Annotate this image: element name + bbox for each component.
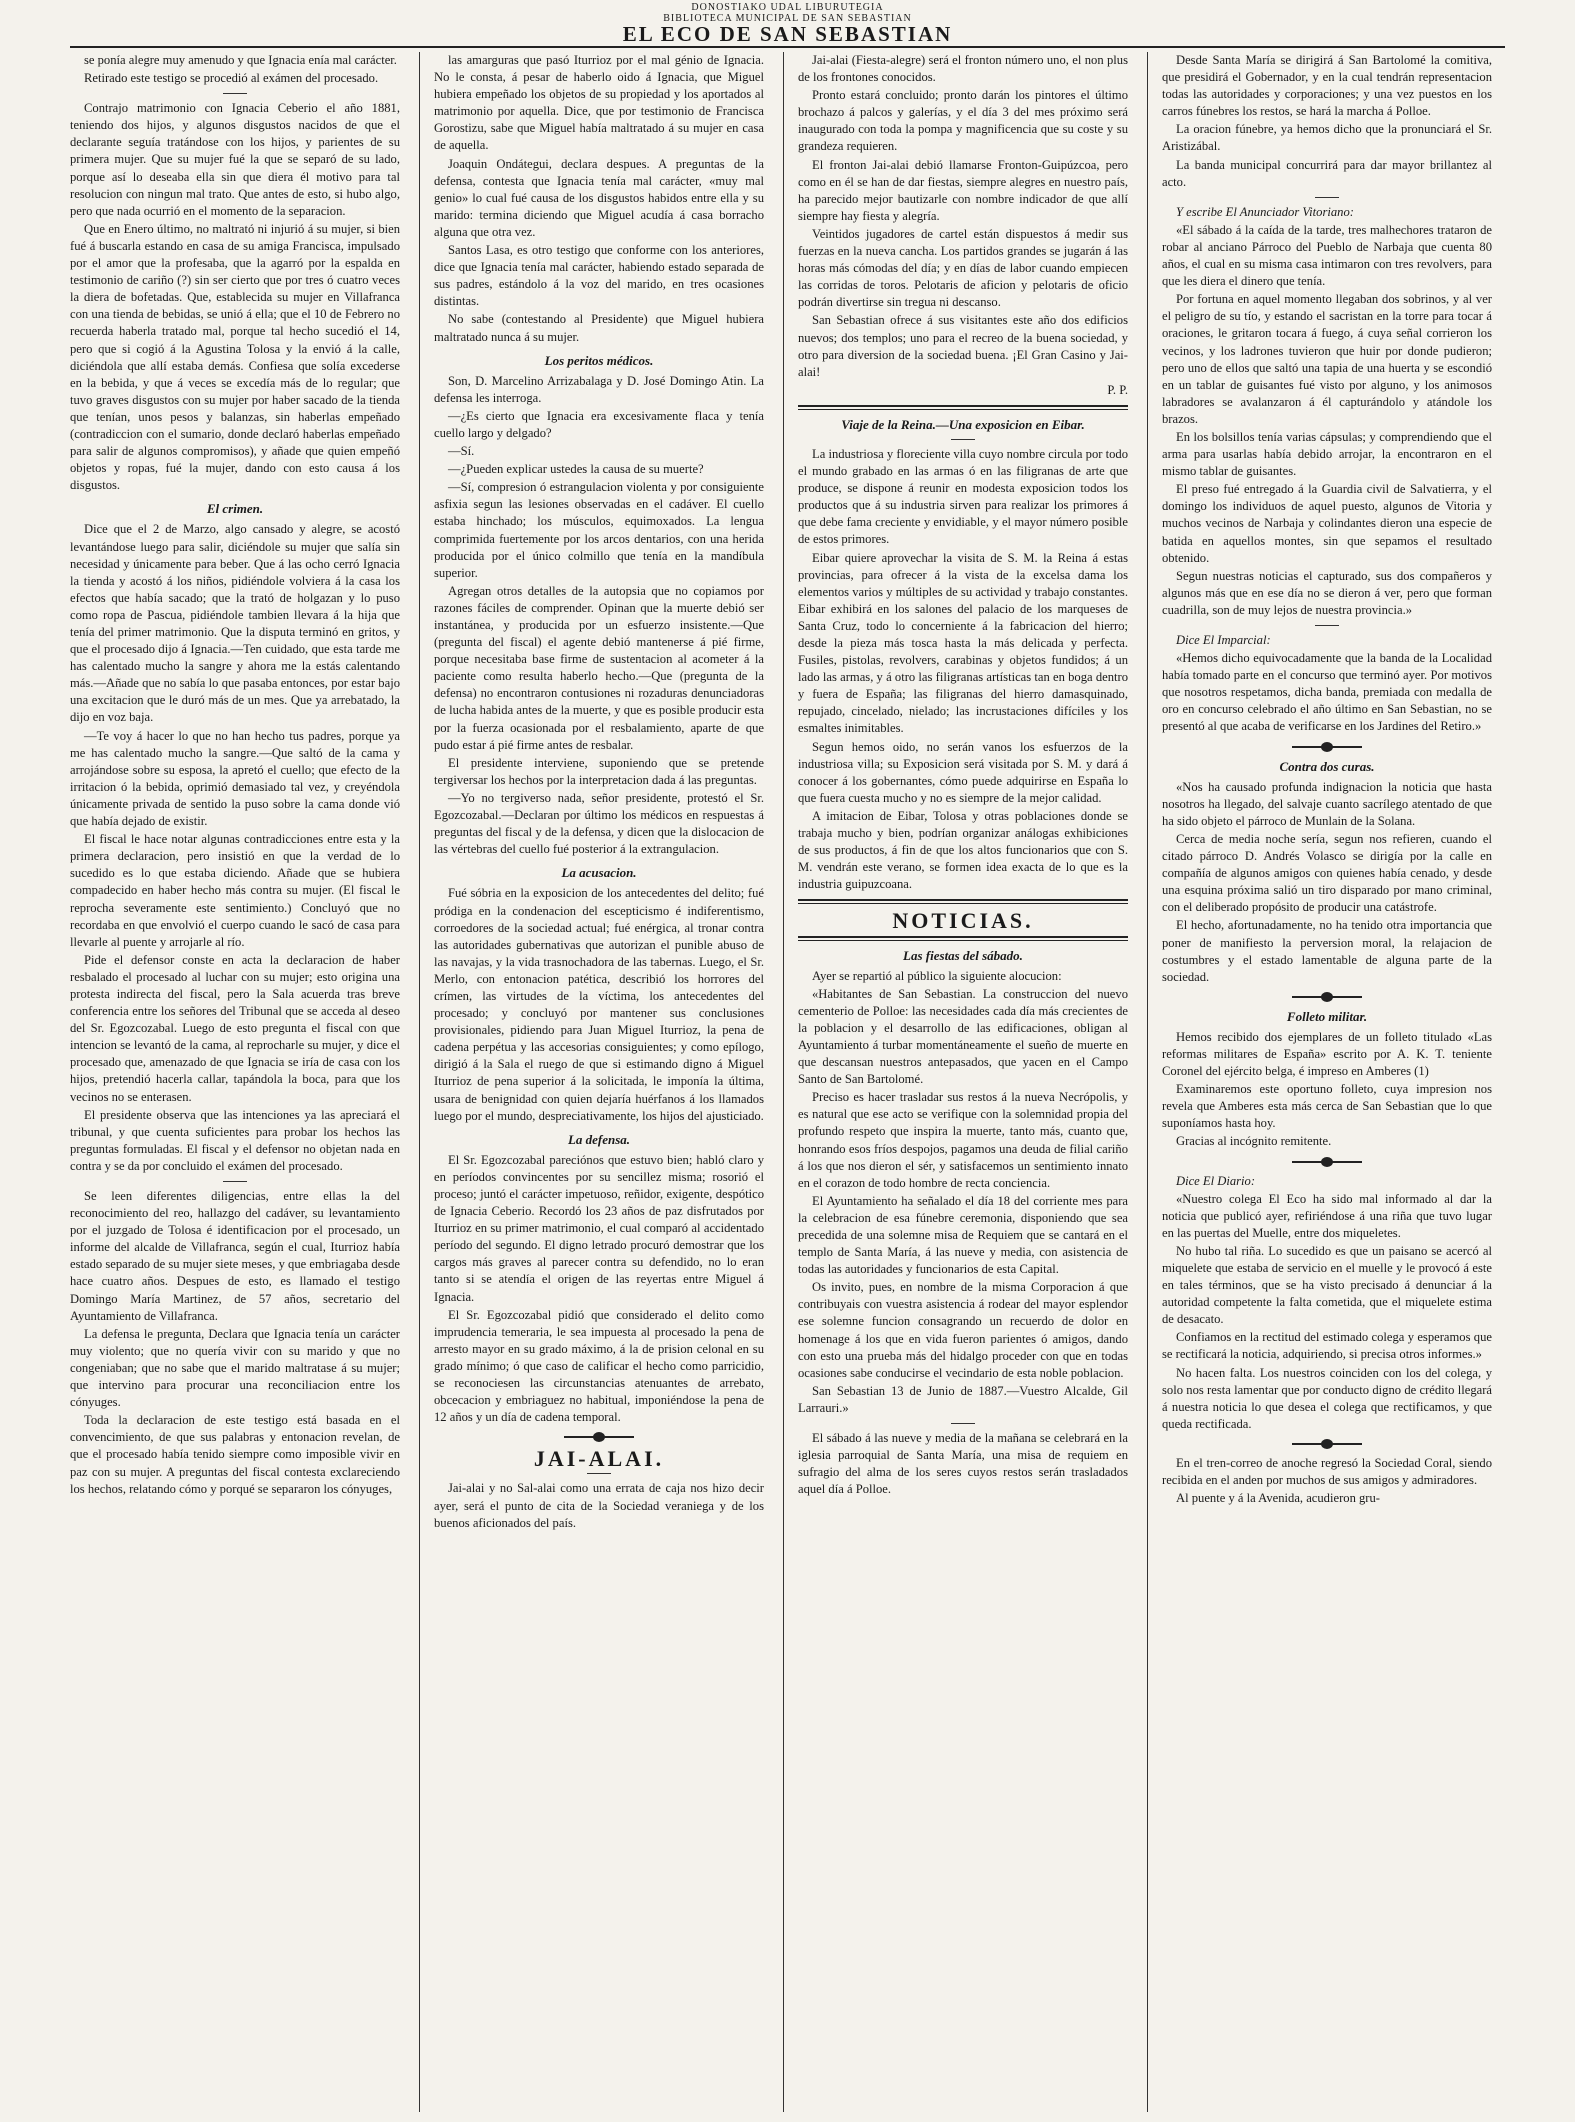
column-2 [434, 52, 764, 2112]
paragraph: El fronton Jai-alai debió llamarse Fronton-Guipúzcoa, pero como en él se han de dar fiestas, siempre alegres en nuestro país, ha parecido mejor bautizarle con nombre indicador de que allí siempre hay fiesta y alegría. [798, 157, 1128, 223]
paragraph: San Sebastian ofrece á sus visitantes este año dos edificios nuevos; dos templos; uno para el recreo de la buena sociedad, y otro para diversion de la sociedad buena. ¡El Gran Casino y Jai-alai! [798, 313, 1128, 379]
paragraph: El hecho, afortunadamente, no ha tenido otra importancia que poner de manifiesto la perversion moral, la relajacion de costumbres y el estado lamentable de alguna parte de la sociedad. [1162, 918, 1492, 984]
paragraph: Jai-alai (Fiesta-alegre) será el fronton número uno, el non plus de los frontones conocidos. [798, 53, 1128, 85]
header-rule [70, 46, 1505, 48]
paragraph: San Sebastian 13 de Junio de 1887.—Vuestro Alcalde, Gil Larrauri.» [798, 1383, 1128, 1415]
ornament-divider [1292, 992, 1362, 1002]
paragraph: Fué sóbria en la exposicion de los antecedentes del delito; fué pródiga en la condenacion del escepticismo é indiferentismo, corroedores de la sociedad actual; fué enérgica, al tronar contra las autoridades gubernativas que autorizan el punible abuso de las navajas, y la vida trasnochadora de las tabernas. Luego, el Sr. Merlo, con entonacion patética, describió los horrores del crímen, las virtudes de la víctima, los antecedentes del procesado; y concluyó por mantener sus conclusiones provisionales, pidiendo para Juan Miguel Iturrioz, la pena de cadena perpétua y las accesorias consiguientes; y como epílogo, dirigió á la Sala el ruego de que si estimando digno á Miguel Iturrioz de pena superior á la solicitada, le imponía la última, usara de benignidad con quien dejaría huérfanos á los llamados luego por el mundo, despreciativamente, los hijos del ajusticiado. [434, 886, 764, 1123]
paragraph: Dice El Diario: [1176, 1173, 1256, 1188]
paragraph: Gracias al incógnito remitente. [1176, 1134, 1332, 1149]
paragraph: Joaquin Ondátegui, declara despues. A preguntas de la defensa, contesta que Ignacia tenía mal carácter, «muy mal genio» lo cual fué causa de los disgustos habidos entre ella y su marido: termina diciendo que Miguel acudía á casa borracho alguna que otra vez. [434, 156, 764, 239]
paragraph: Ayer se repartió al público la siguiente alocucion: [812, 968, 1062, 983]
library-line-1: DONOSTIAKO UDAL LIBURUTEGIA [691, 2, 884, 13]
paragraph: Preciso es hacer trasladar sus restos á la nueva Necrópolis, y es natural que ese acto se verifique con la solemnidad propia del profundo respeto que inspira la muerte, tanto más, cuanto que, honrando esos fríos despojos, pagamos una deuda de filial cariño á los que nos dieron el sér, y satisfacemos un sentimiento innato en el corazon de todo hombre de recta conciencia. [798, 1090, 1128, 1190]
paragraph: Dice El Imparcial: [1176, 633, 1271, 647]
section-heading: Contra dos curas. [1279, 758, 1375, 774]
paragraph: Se leen diferentes diligencias, entre ellas la del reconocimiento del reo, hallazgo del cadáver, su levantamiento por el juzgado de Tolosa é identificacion por el procesado, un informe del alcalde de Villafranca, según el cual, Iturrioz había estado separado de su mujer siete meses, y que embriagaba desde hace cuatro años. Despues de esto, es llamado el testigo Domingo María Martinez, de 57 años, secretario del Ayuntamiento de Villafranca. [70, 1189, 400, 1323]
ornament-divider [1292, 1157, 1362, 1167]
paragraph: Segun hemos oido, no serán vanos los esfuerzos de la industriosa villa; su Exposicion será visitada por S. M. y dará á conocer á los gobernantes, cómo puede adquirirse en España lo que fuera cuesta mucho y no es siempre de la mejor calidad. [798, 739, 1128, 805]
separator-dash [223, 1181, 247, 1182]
double-rule [798, 936, 1128, 941]
paragraph: El Sr. Egozcozabal pidió que considerado el delito como imprudencia temeraria, le sea impuesta al procesado la pena de arresto mayor en su grado máximo, á la de prision celonal en su grado mínimo; ó que caso de calificar el hecho como parricidio, se reconociesen las circunstancias atenuantes de arrebato, obcecacion y embriaguez no habitual, imponiéndose la pena de 12 años y un día de cadena temporal. [434, 1307, 764, 1425]
section-heading: Folleto militar. [1286, 1008, 1368, 1024]
paragraph: Por fortuna en aquel momento llegaban dos sobrinos, y al ver el peligro de su tío, y estando el sacristan en la torre para tocar á oraciones, le gritaron tocara á fuego, á cuya señal corrieron los vecinos, y los ladrones tuvieron que huir por donde pudieron; pero uno de ellos que saltó una tapia de una huerta y se escondió en un tablar de guisantes fué visto por alguno, y los animosos labradores se avalanzaron á él capturándolo y atándole los brazos. [1162, 292, 1492, 426]
paragraph: se ponía alegre muy amenudo y que Ignacia enía mal carácter. [84, 53, 397, 67]
paragraph: No hacen falta. Los nuestros coinciden con los del colega, y solo nos resta lamentar que por conducto digno de crédito llegará á nuestra noticia lo que desea el colega que rectificamos, y que queda rectificada. [1162, 1365, 1492, 1431]
paragraph: La banda municipal concurrirá para dar mayor brillantez al acto. [1162, 157, 1492, 189]
paragraph: El Sr. Egozcozabal pareciónos que estuvo bien; habló claro y en períodos convincentes por su sencillez misma; rosorió el proceso; juntó el carácter impetuoso, reñidor, exigente, despótico de Ignacia Ceberio. Recordó los 23 años de paz disfrutados por Iturrioz en su primer matrimonio, el cual comparó al accidentado período del segundo. El digno letrado procuró demostrar que los cargos más graves al parecer contra su defendido, no lo eran tanto si se atendía el origen de las reyertas entre Miguel á Ignacia. [434, 1152, 764, 1304]
paragraph: Dice que el 2 de Marzo, algo cansado y alegre, se acostó levantándose luego para salir, diciéndole su mujer que salía sin necesidad y únicamente para beber. Que á las ocho cerró Ignacia la tienda y acostó á los niños, pidiéndole volviera á la casa los efectos que había sacado; que la trató de holgazan y lo puso como ropa de Pascua, pidiéndole tambien llevara á la hija que tenía del primer matrimonio. Que la disputa terminó en gritos, y que el procesado dijo á Ignacia.—Ten cuidado, que esta tarde me has calentado mucho la sangre y ahora me la estás calentando más.—Añade que no sabía lo que pasaba entonces, por estar bajo una excitacion que le duró más de un mes. Que ya arrebatado, la dijo en voz baja. [70, 522, 400, 725]
separator-dash [223, 93, 247, 94]
paragraph: —Te voy á hacer lo que no han hecho tus padres, porque ya me has calentado mucho la sangre.—Que saltó de la cama y arrojándose sobre su esposa, la apretó el cuello; que efecto de la irritacion ó la bebida, oprimió demasiado tal vez, y creyéndola únicamente privada de sentido la puso sobre la cama donde vió que había dejado de existir. [70, 728, 400, 829]
paragraph: Segun nuestras noticias el capturado, sus dos compañeros y algunos más que en ese día no se dieron á ver, pero que forman cuadrilla, son de muy lejos de nuestra provincia.» [1162, 568, 1492, 617]
section-title: NOTICIAS. [892, 908, 1034, 934]
paragraph: Contrajo matrimonio con Ignacia Ceberio el año 1881, teniendo dos hijos, y algunos disgustos nacidos de que el declarante seguía tratándose con los hijos, y parientes de su primera mujer. Que su mujer fué la que se separó de su lado, porque así lo deseaba ella sin que diera él motivo para tal resolucion con ningun mal trato. Que antes de esto, si hubo algo, pero que nada ocurrió en el momento de la separacion. [70, 101, 400, 218]
section-heading: Los peritos médicos. [544, 352, 654, 368]
section-heading: El crimen. [206, 501, 264, 517]
paragraph: Retirado este testigo se procedió al exámen del procesado. [84, 71, 379, 86]
masthead [0, 0, 1575, 46]
paragraph: Os invito, pues, en nombre de la misma Corporacion á que contribuyais con vuestra asistencia á rodear del mayor esplendor ese solemne funcion consagrando un recuerdo de dolor en homenage á los que en vida fueron parientes ó amigos, dando con esto una prueba más del hidalgo proceder con que en todas ocasiones sabe conducirse el vecindario de esta noble poblacion. [798, 1280, 1128, 1380]
column-divider [1147, 52, 1148, 2112]
paragraph: —Sí, compresion ó estrangulacion violenta y por consiguiente asfixia segun las lesiones observadas en el cadáver. El cuello estaba hinchado; los músculos, equimoxados. La lengua comprimida fuertemente por los arcos dentarios, con una herida producida por el único colmillo que tenía en la mandíbula superior. [434, 480, 764, 580]
separator-dash [1315, 197, 1339, 198]
paragraph: —¿Es cierto que Ignacia era excesivamente flaca y tenía cuello largo y delgado? [434, 408, 764, 440]
paragraph: Santos Lasa, es otro testigo que conforme con los anteriores, dice que Ignacia tenía mal carácter, habiendo estado separada de sus padres, estándolo á la voz del marido, en tres ocasiones distintas. [434, 243, 764, 309]
paragraph: Examinaremos este oportuno folleto, cuya impresion nos revela que Amberes esta más cerca de San Sebastian que lo que suponíamos hasta hoy. [1162, 1082, 1492, 1131]
paragraph: La industriosa y floreciente villa cuyo nombre circula por todo el mundo grabado en las armas ó en las filigranas de arte que produce, se dispone á reunir en modesta exposicion todos los productos que á su industria sirven para realizar los primores á que debe fama creciente y envidiable, y el mayor número posible de estos primores. [798, 446, 1128, 547]
section-title: JAI-ALAI. [533, 1446, 665, 1472]
paragraph: «El sábado á la caída de la tarde, tres malhechores trataron de robar al anciano Párroco del Pueblo de Narbaja que cuenta 80 años, el cual en su misma casa intimaron con tres revolvers, para que les diera el dinero que tenía. [1162, 222, 1492, 289]
section-heading: Viaje de la Reina.—Una exposicion en Eibar. [841, 416, 1085, 432]
paragraph: —¿Pueden explicar ustedes la causa de su muerte? [448, 462, 704, 477]
paragraph: Agregan otros detalles de la autopsia que no copiamos por razones fáciles de comprender. Opinan que la muerte debió ser instantánea, y producida por un esfuerzo insistente.—Que (pregunta del fiscal) el agente debió mantenerse á pié firme, porque necesitaba base firme de sustentacion al acometer á la paciente como resulta haberlo hecho.—Que (pregunta de la defensa) no encontraron contusiones ni rozaduras denunciadoras de lucha habida antes de la muerte, y que es posible producir esta por la fuerza ocasionada por el resbalamiento, aparte de que pudo estar á pié firme antes de resbalar. [434, 583, 764, 752]
library-line-2: BIBLIOTECA MUNICIPAL DE SAN SEBASTIAN [663, 13, 912, 24]
separator-dash [587, 1473, 611, 1474]
paragraph: No hubo tal riña. Lo sucedido es que un paisano se acercó al miquelete que estaba de servicio en el muelle y le provocó á este en tales términos, que se ha visto precisado á denunciar á la autoridad competente la falta cometida, que el miquelete estima de desacato. [1162, 1243, 1492, 1327]
paragraph: «Habitantes de San Sebastian. La construccion del nuevo cementerio de Polloe: las necesidades cada día más crecientes de la poblacion y el desarrollo de las edificaciones, obligan al Ayuntamiento á turbar momentáneamente el sueño de muerte en que descansan nuestros antepasados, que yacen en el Campo Santo de San Bartolomé. [798, 986, 1128, 1087]
paragraph: Cerca de media noche sería, segun nos refieren, cuando el citado párroco D. Andrés Volasco se dirigía por la calle en compañía de algunos amigos con quienes había cenado, y desde una esquina próxima salió un tiro disparado por mano criminal, con el deliberado propósito de producir una catástrofe. [1162, 831, 1492, 915]
paragraph: Al puente y á la Avenida, acudieron gru- [1176, 1491, 1380, 1506]
column-4 [1162, 52, 1492, 2112]
paragraph: Toda la declaracion de este testigo está basada en el convencimiento, de que sus palabras y entonacion revelan, de que el procesado había tenido siempre como imposible vivir en paz con su mujer. A preguntas del fiscal contesta exclareciendo los hechos, relatando cómo y porqué se separaron los cónyuges, [70, 1413, 400, 1496]
paragraph: Y escribe El Anunciador Vitoriano: [1176, 204, 1354, 219]
section-heading: La acusacion. [561, 865, 637, 881]
column-1 [70, 52, 400, 2112]
paragraph: Veintidos jugadores de cartel están dispuestos á medir sus fuerzas en la nueva cancha. Los partidos grandes se jugarán á las horas más cómodas del día; y en días de labor cuando empiecen las corridas de toros. Pelotaris de aficion y pelotaris de oficio podrán divertirse sin tregua ni descanso. [798, 226, 1128, 310]
paragraph: No sabe (contestando al Presidente) que Miguel hubiera maltratado nunca á su mujer. [434, 312, 764, 344]
paragraph: La defensa le pregunta, Declara que Ignacia tenía un carácter muy violento; que no quería vivir con su marido y que no congeniaban; que no sabe que el marido maltratase á su mujer; que intervino para procurar una reconciliacion entre los cónyuges. [70, 1326, 400, 1410]
paragraph: La oracion fúnebre, ya hemos dicho que la pronunciará el Sr. Aristizábal. [1162, 122, 1492, 154]
paragraph: Pronto estará concluido; pronto darán los pintores el último brochazo á palcos y galerías, y el día 3 del mes próximo será inaugurado con toda la pompa y magnificencia que su coste y su grandeza requieren. [798, 88, 1128, 154]
paragraph: Pide el defensor conste en acta la declaracion de haber resbalado el procesado al luchar con su mujer; esto origina una protesta indirecta del fiscal, pero la Sala acuerda tras breve conferencia entre los señores del Tribunal que se acceda al deseo del Sr. Egozcozabal. Luego de esto pregunta el fiscal con que intencion se levantó de la cama, al reprocharle su mujer, y dice el procesado que, amenazado de que Ignacia se iría de casa con los hijos, pretendió hacerla callar, tapándola la boca, para que los vecinos no se enterasen. [70, 952, 400, 1104]
ornament-divider [1292, 1439, 1362, 1449]
paragraph: En el tren-correo de anoche regresó la Sociedad Coral, siendo recibida en el anden por muchos de sus amigos y admiradores. [1162, 1455, 1492, 1488]
paragraph: El sábado á las nueve y media de la mañana se celebrará en la iglesia parroquial de Santa María, una misa de requiem en sufragio del alma de los seres cuyos restos serán trasladados aquel día á Polloe. [798, 1431, 1128, 1497]
paragraph: El Ayuntamiento ha señalado el día 18 del corriente mes para la celebracion de esa fúnebre ceremonia, disponiendo que sea precedida de una solemne misa de Requiem que se cantará en el templo de Santa María, á las nueve y media, con asistencia de todas las autoridades y funcionarios de esta Capital. [798, 1193, 1128, 1277]
paragraph: Son, D. Marcelino Arrizabalaga y D. José Domingo Atin. La defensa les interroga. [434, 373, 764, 405]
ornament-divider [564, 1432, 634, 1442]
paragraph: —Sí. [448, 444, 475, 459]
section-heading: La defensa. [567, 1131, 631, 1147]
ornament-divider [1292, 742, 1362, 752]
separator-dash [1315, 625, 1339, 626]
paragraph: «Nuestro colega El Eco ha sido mal informado al dar la noticia que publicó ayer, refiriéndose á una riña que tuvo lugar en las puertas del Muelle, entre dos miqueletes. [1162, 1191, 1492, 1240]
paragraph: Jai-alai y no Sal-alai como una errata de caja nos hizo decir ayer, será el punto de cita de la Sociedad veraniega y de los buenos aficionados del país. [434, 1481, 764, 1530]
paragraph: las amarguras que pasó Iturrioz por el mal génio de Ignacia. No le consta, á pesar de haberlo oido á Ignacia, que Miguel hubiera empeñado los objetos de su propiedad y los aportados al matrimonio por aquella. Dice, que por testimonio de Francisca Gorostizu, sabe que Miguel había maltratado á su mujer en casa de aquella. [434, 53, 764, 153]
separator-dash [951, 439, 975, 440]
paragraph: «Nos ha causado profunda indignacion la noticia que hasta nosotros ha llegado, del salvaje cuanto sacrílego atentado de que ha sido objeto el párroco de Munlain de la Solana. [1162, 779, 1492, 828]
paragraph: Confiamos en la rectitud del estimado colega y esperamos que se rectificará la noticia, adquiriendo, si precisa otros informes.» [1162, 1330, 1492, 1362]
double-rule [798, 405, 1128, 410]
paragraph: En los bolsillos tenía varias cápsulas; y comprendiendo que el arma para usarlas había debido arrojar, la encontraron en el mismo tablar de guisantes. [1162, 429, 1492, 479]
column-3 [798, 52, 1128, 2112]
section-heading: Las fiestas del sábado. [903, 947, 1023, 963]
double-rule [798, 899, 1128, 904]
signature: P. P. [1107, 382, 1128, 397]
paragraph: Hemos recibido dos ejemplares de un folleto titulado «Las reformas militares de España» escrito por A. K. T. teniente Coronel del ejército belga, é impreso en Amberes (1) [1162, 1029, 1492, 1079]
paragraph: «Hemos dicho equivocadamente que la banda de la Localidad había tomado parte en el concurso que terminó ayer. Por motivos que nosotros respetamos, dicha banda, premiada con medalla de oro en concurso celebrado el año último en San Sebastian, no se presentó al que acaba de verificarse en los Jardines del Retiro.» [1162, 651, 1492, 734]
separator-dash [951, 1423, 975, 1424]
paragraph: El fiscal le hace notar algunas contradicciones entre esta y la primera declaracion, pero insistió en que la verdad de lo sucedido es lo que estaba diciendo. Añade que se hubiera compadecido en haber hecho más contra su mujer. (El fiscal le reprocha severamente este sentimiento.) Concluyó que no recordaba en que envolvió el cuerpo cuando le sacó de casa para llevarle al puente y arrojarle al río. [70, 832, 400, 949]
paragraph: A imitacion de Eibar, Tolosa y otras poblaciones donde se trabaja mucho y bien, podrían organizar análogas exhibiciones de sus productos, á fin de que los altos funcionarios que con S. M. vendrán este verano, se formen idea exacta de lo que es la industria guipuzcoana. [798, 808, 1128, 892]
column-divider [419, 52, 420, 2112]
paragraph: El presidente observa que las intenciones ya las apreciará el tribunal, y que cuenta suficientes para probar los hechos las preguntas formuladas. El fiscal y el defensor no objetan nada en contra y se da por concluido el exámen del procesado. [70, 1107, 400, 1173]
column-divider [783, 52, 784, 2112]
paragraph: Que en Enero último, no maltrató ni injurió á su mujer, si bien fué á buscarla estando en casa de su amiga Francisca, impulsado por el amor que la profesaba, que la agarró por la espalda en testimonio de cariño (?) sin ser cierto que por tres ó cuatro veces la diera de bofetadas. Que, establecida su mujer en Villafranca con una tienda de bebidas, se unió á ella; que el 10 de Febrero no recuerda haberla tratado mal, porque tal hecho sucedió el 14, pero que si cogió á la Agustina Tolosa y la envió á la calle, diciéndola que allí estaba demás. Confiesa que solía excederse en la bebida, y que á veces se excedía más de lo regular; que tuvo graves disgustos con su mujer por haber sacado de la tienda que tenían, unos pesos y balanzas, sin haberlas empeñado (contradiccion con el sumario, donde declaró haberlas empeñado para salir de algunos compromisos), y añade que quien empeñó objetos y ropas, fué la mujer, dando con esto causa á los disgustos. [70, 221, 400, 493]
paragraph: El preso fué entregado á la Guardia civil de Salvatierra, y el domingo los individuos de aquel puesto, algunos de Vitoria y muchos vecinos de Narbaja y colindantes dieron una especie de batida en aquellos montes, sin que sepamos el resultado obtenido. [1162, 482, 1492, 565]
paragraph: —Yo no tergiverso nada, señor presidente, protestó el Sr. Egozcozabal.—Declaran por último los médicos en respuestas á preguntas del fiscal y de la defensa, y dicen que la dislocacion de las vértebras del cuello fué posterior á la extrangulacion. [434, 790, 764, 857]
paragraph: Eibar quiere aprovechar la visita de S. M. la Reina á estas provincias, para ofrecer á la vista de la excelsa dama los elementos varios y múltiples de su actividad y trabajo constantes. Eibar exhibirá en los salones del palacio de los marqueses de Santa Cruz, todo lo concerniente á la fabricacion del hierro; desde la pieza más tosca hasta la más delicada y perfecta. Fusiles, pistolas, revolvers, carabinas y objetos fundidos; á un lado las armas, y á otro las filigranas artísticas tan en boga dentro y fuera de España; las filigranas del hierro damasquinado, repujado, cincelado, nielado; las incrustaciones difíciles y los esmaltes inimitables. [798, 550, 1128, 736]
newspaper-title: EL ECO DE SAN SEBASTIAN [622, 22, 953, 46]
paragraph: El presidente interviene, suponiendo que se pretende tergiversar los hechos por la interpretacion dada á las preguntas. [434, 755, 764, 787]
paragraph: Desde Santa María se dirigirá á San Bartolomé la comitiva, que presidirá el Gobernador, y en la cual tendrán representacion todas las autoridades y corporaciones; y una vez puestos en los carros fúnebres los restos, se hará la marcha á Polloe. [1162, 53, 1492, 119]
